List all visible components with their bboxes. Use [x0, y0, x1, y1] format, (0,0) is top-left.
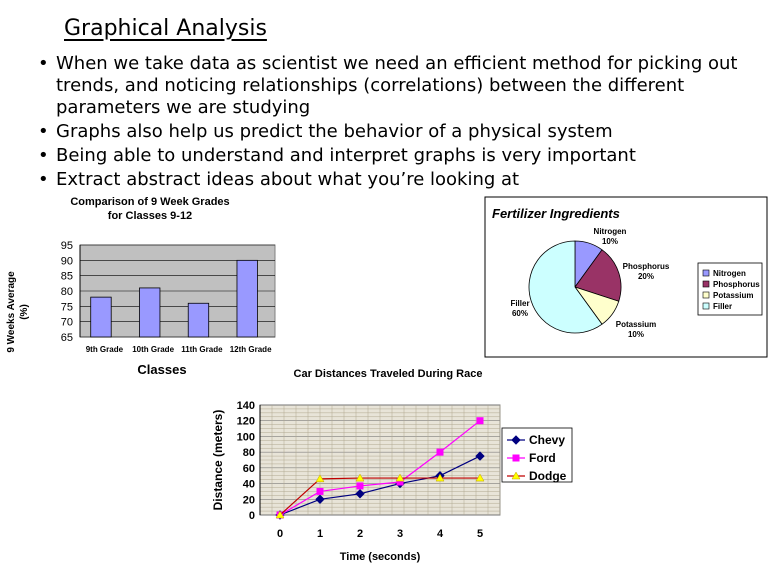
pie-label-name: Phosphorus: [622, 262, 670, 271]
line-chart-x-tick-label: 0: [276, 528, 284, 540]
pie-legend-swatch: [703, 292, 709, 298]
line-chart-x-tick-label: 2: [356, 528, 364, 540]
pie-legend-swatch: [703, 281, 709, 287]
line-chart-gridlines: [260, 405, 500, 515]
series-point-ford: [317, 488, 323, 494]
line-chart-xlabel: Time (seconds): [339, 551, 421, 563]
bar-chart-x-ticks: [86, 345, 272, 354]
bar-chart-x-tick-label: 10th Grade: [132, 345, 175, 354]
bullet-item: • When we take data as scientist we need an efficient method for picking out trends, and noticing relationships (correlations) between the different parameters we are studying: [34, 53, 754, 119]
bullet-item: • Being able to understand and interpret graphs is very important: [34, 145, 754, 167]
line-chart-y-tick-label: 60: [242, 462, 255, 475]
pie-label-name: Potassium: [615, 320, 657, 329]
bar-chart-title-line-2: for Classes 9-12: [107, 210, 193, 222]
series-point-ford: [357, 483, 363, 489]
line-chart-y-tick-label: 20: [242, 494, 255, 507]
pie-legend-swatch: [703, 303, 709, 309]
line-chart-y-tick-label: 120: [236, 415, 255, 428]
bar-chart-y-tick-label: 85: [60, 270, 73, 283]
pie-chart: [484, 196, 768, 358]
pie-legend-label: Potassium: [713, 291, 754, 300]
bar-chart-y-tick-label: 90: [60, 255, 73, 268]
bullet-item: • Extract abstract ideas about what you’re looking at: [34, 169, 754, 191]
line-chart-title: Car Distances Traveled During Race: [293, 368, 483, 380]
pie-label-percent: 10%: [627, 330, 645, 339]
line-chart-y-tick-label: 40: [242, 478, 255, 491]
line-legend-label: Dodge: [529, 469, 567, 483]
bullet-item: • Graphs also help us predict the behavior of a physical system: [34, 121, 754, 143]
bar-chart-x-tick-label: 11th Grade: [181, 345, 223, 354]
bar-chart-y-tick-label: 95: [60, 240, 73, 252]
pie-legend-label: Nitrogen: [713, 269, 746, 278]
bullet-list: [34, 53, 754, 193]
pie-legend-label: Phosphorus: [713, 280, 760, 289]
series-point-ford: [477, 418, 483, 424]
line-chart-x-tick-label: 3: [396, 528, 404, 540]
line-chart-x-tick-label: 4: [436, 528, 444, 540]
pie-label-percent: 20%: [637, 272, 655, 281]
line-chart-x-ticks: [277, 528, 483, 540]
bar-chart-x-tick-label: 12th Grade: [229, 345, 272, 354]
line-chart-y-tick-label: 0: [248, 510, 255, 522]
bar-11th-grade: [188, 303, 208, 337]
line-legend-label: Chevy: [529, 433, 566, 447]
pie-label-percent: 60%: [511, 309, 529, 318]
pie-chart-slices: [529, 241, 621, 333]
slide-title: Graphical Analysis: [64, 16, 267, 41]
line-chart-y-tick-label: 80: [242, 447, 255, 460]
bar-chart-y-tick-label: 75: [60, 301, 73, 314]
bar-10th-grade: [139, 288, 159, 337]
bar-chart-ylabel-line-2: (%): [19, 304, 30, 320]
bar-chart-title-line-1: Comparison of 9 Week Grades: [70, 196, 230, 208]
bar-chart-ylabel-line-1: 9 Weeks Average: [6, 271, 17, 353]
bar-chart-y-ticks: [61, 240, 73, 344]
bar-12th-grade: [237, 260, 257, 337]
line-chart-x-tick-label: 5: [476, 528, 484, 540]
bar-9th-grade: [91, 297, 111, 337]
line-chart: [200, 360, 580, 570]
pie-label-name: Nitrogen: [593, 227, 627, 236]
bar-chart: [0, 192, 290, 382]
bar-chart-y-tick-label: 65: [60, 332, 73, 344]
bar-chart-x-tick-label: 9th Grade: [85, 345, 124, 354]
bar-chart-xlabel: Classes: [137, 362, 187, 377]
line-legend-marker: [513, 455, 519, 461]
line-chart-y-ticks: [237, 400, 255, 522]
pie-chart-title: Fertilizer Ingredients: [492, 206, 620, 221]
pie-label-percent: 10%: [601, 237, 619, 246]
pie-label-name: Filler: [510, 299, 530, 308]
bar-chart-y-tick-label: 80: [60, 286, 73, 298]
line-legend-label: Ford: [529, 451, 556, 465]
pie-legend-label: Filler: [713, 302, 733, 311]
line-chart-y-tick-label: 100: [236, 431, 255, 444]
bar-chart-y-tick-label: 70: [60, 316, 73, 329]
line-chart-y-tick-label: 140: [236, 400, 255, 412]
series-point-ford: [437, 449, 443, 455]
pie-legend-swatch: [703, 270, 709, 276]
line-chart-ylabel: Distance (meters): [211, 409, 225, 511]
line-chart-x-tick-label: 1: [316, 528, 324, 540]
